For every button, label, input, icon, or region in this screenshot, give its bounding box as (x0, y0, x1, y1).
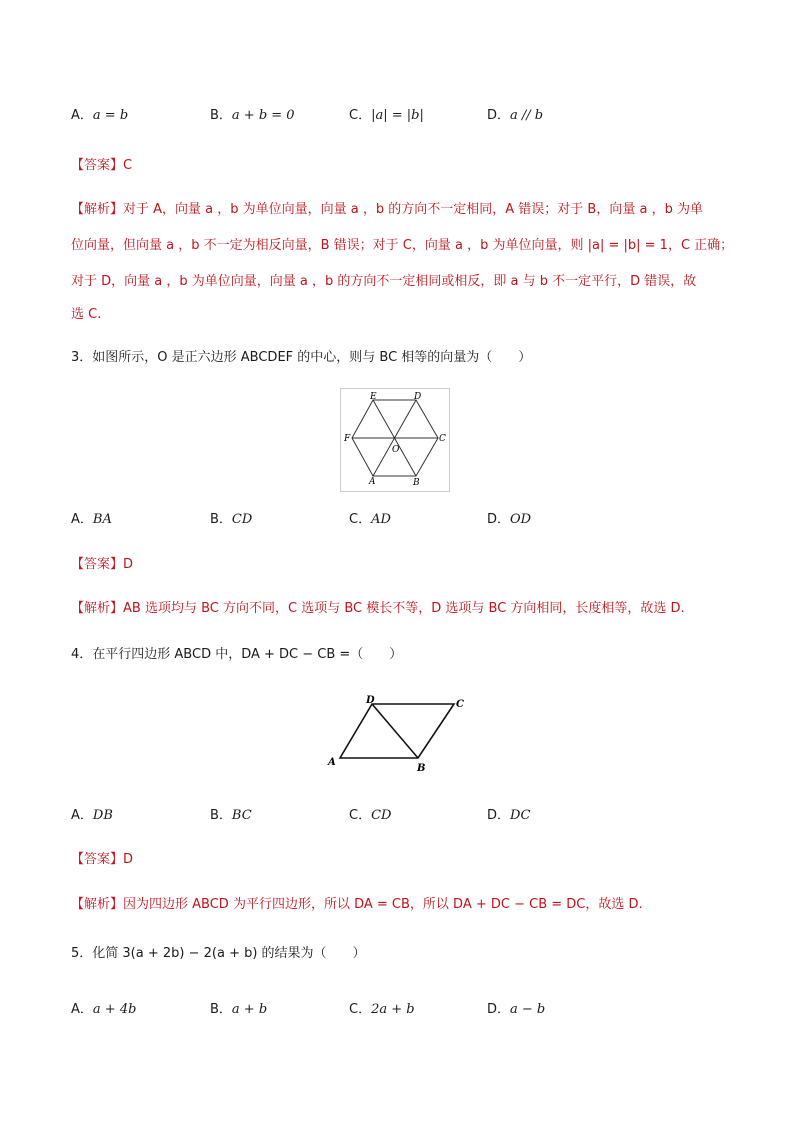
q3-stem: 3．如图所示，O 是正六边形 ABCDEF 的中心，则与 BC 相等的向量为（ ） (71, 350, 532, 365)
q3-answer (71, 555, 133, 575)
answer-tag: 【答案】 (71, 852, 124, 867)
option-label: B． (210, 108, 232, 123)
q4-option-a (71, 806, 113, 826)
option-expr: CD (231, 512, 253, 527)
option-expr: AD (371, 512, 391, 527)
q2-analysis-line-4: 选 C. (71, 307, 102, 322)
option-expr: BC (231, 808, 252, 823)
label-d: D (366, 695, 375, 706)
answer-value: D (123, 557, 134, 572)
q5-stem: 5．化简 3(a + 2b) − 2(a + b) 的结果为（ ） (71, 946, 366, 961)
option-expr: a − b (510, 1002, 546, 1017)
parallelogram-outline (340, 704, 454, 758)
q5-option-b (210, 1000, 267, 1020)
option-label: B． (210, 512, 232, 527)
analysis-text: 对于 A，向量 a ，b 为单位向量，向量 a ，b 的方向不一定相同，A 错误；对于 B，向量 a ，b 为单 (123, 202, 703, 217)
diagonal-db (372, 704, 418, 758)
option-expr: BA (92, 512, 112, 527)
analysis-tag: 【解析】 (71, 601, 124, 616)
option-label: D． (487, 1002, 511, 1017)
q5-option-a (71, 1000, 136, 1020)
q2-analysis-line-2: 位向量，但向量 a ，b 不一定为相反向量，B 错误；对于 C，向量 a ，b 为单位向量，则 |a| = |b| = 1，C 正确； (71, 238, 734, 253)
q3-option-a (71, 510, 112, 530)
q2-analysis-line-3: 对于 D，向量 a ，b 为单位向量，向量 a ，b 的方向不一定相同或相反，即 a 与 b 不一定平行，D 错误，故 (71, 274, 697, 289)
option-label: C． (349, 1002, 372, 1017)
analysis-tag: 【解析】 (71, 202, 124, 217)
option-expr: |a| = |b| (371, 108, 424, 123)
option-label: A． (71, 1002, 93, 1017)
analysis-text: AB 选项均与 BC 方向不同，C 选项与 BC 模长不等，D 选项与 BC 方向相同，长度相等，故选 D. (123, 601, 685, 616)
analysis-tag: 【解析】 (71, 897, 124, 912)
q4-answer (71, 850, 133, 870)
option-expr: a + b = 0 (231, 108, 295, 123)
q5-option-c (349, 1000, 415, 1020)
label-f: F (344, 434, 351, 444)
option-label: A． (71, 808, 93, 823)
q4-option-b (210, 806, 252, 826)
hexagon-figure (340, 388, 450, 492)
option-label: A． (71, 108, 93, 123)
option-label: C． (349, 108, 372, 123)
label-e: E (370, 392, 377, 402)
option-expr: a + b (231, 1002, 268, 1017)
q4-analysis (71, 895, 643, 915)
option-expr: OD (510, 512, 532, 527)
q3-option-c (349, 510, 391, 530)
q2-option-d (487, 106, 543, 126)
label-c: C (456, 699, 464, 710)
option-expr: a = b (92, 108, 129, 123)
q4-option-c (349, 806, 391, 826)
q3-option-d (487, 510, 531, 530)
q4-option-d (487, 806, 530, 826)
answer-value: D (123, 852, 134, 867)
option-expr: CD (371, 808, 392, 823)
q3-analysis (71, 599, 685, 619)
option-label: D． (487, 808, 511, 823)
q3-option-b (210, 510, 252, 530)
option-label: B． (210, 808, 232, 823)
option-expr: 2a + b (371, 1002, 415, 1017)
option-label: A． (71, 512, 93, 527)
q2-answer (71, 156, 132, 176)
q2-option-b (210, 106, 295, 126)
label-c: C (439, 434, 446, 444)
option-expr: a // b (510, 108, 544, 123)
option-label: C． (349, 808, 372, 823)
q5-option-d (487, 1000, 545, 1020)
parallelogram-figure (322, 692, 472, 776)
answer-tag: 【答案】 (71, 557, 124, 572)
label-b: B (417, 763, 426, 774)
answer-value: C (123, 158, 133, 173)
label-d: D (414, 392, 422, 402)
option-label: B． (210, 1002, 232, 1017)
option-label: D． (487, 108, 511, 123)
option-expr: a + 4b (92, 1002, 137, 1017)
label-a: A (369, 477, 376, 487)
q2-option-c (349, 106, 424, 126)
label-o: O (392, 445, 400, 455)
option-expr: DC (510, 808, 531, 823)
q2-option-a (71, 106, 128, 126)
option-label: D． (487, 512, 511, 527)
q2-analysis-line-1 (71, 200, 703, 220)
label-b: B (413, 478, 420, 488)
label-a: A (328, 757, 336, 768)
analysis-text: 因为四边形 ABCD 为平行四边形，所以 DA = CB，所以 DA + DC − CB = DC，故选 D. (123, 897, 643, 912)
answer-tag: 【答案】 (71, 158, 124, 173)
option-label: C． (349, 512, 372, 527)
q4-stem: 4．在平行四边形 ABCD 中，DA + DC − CB =（ ） (71, 647, 403, 662)
option-expr: DB (92, 808, 113, 823)
